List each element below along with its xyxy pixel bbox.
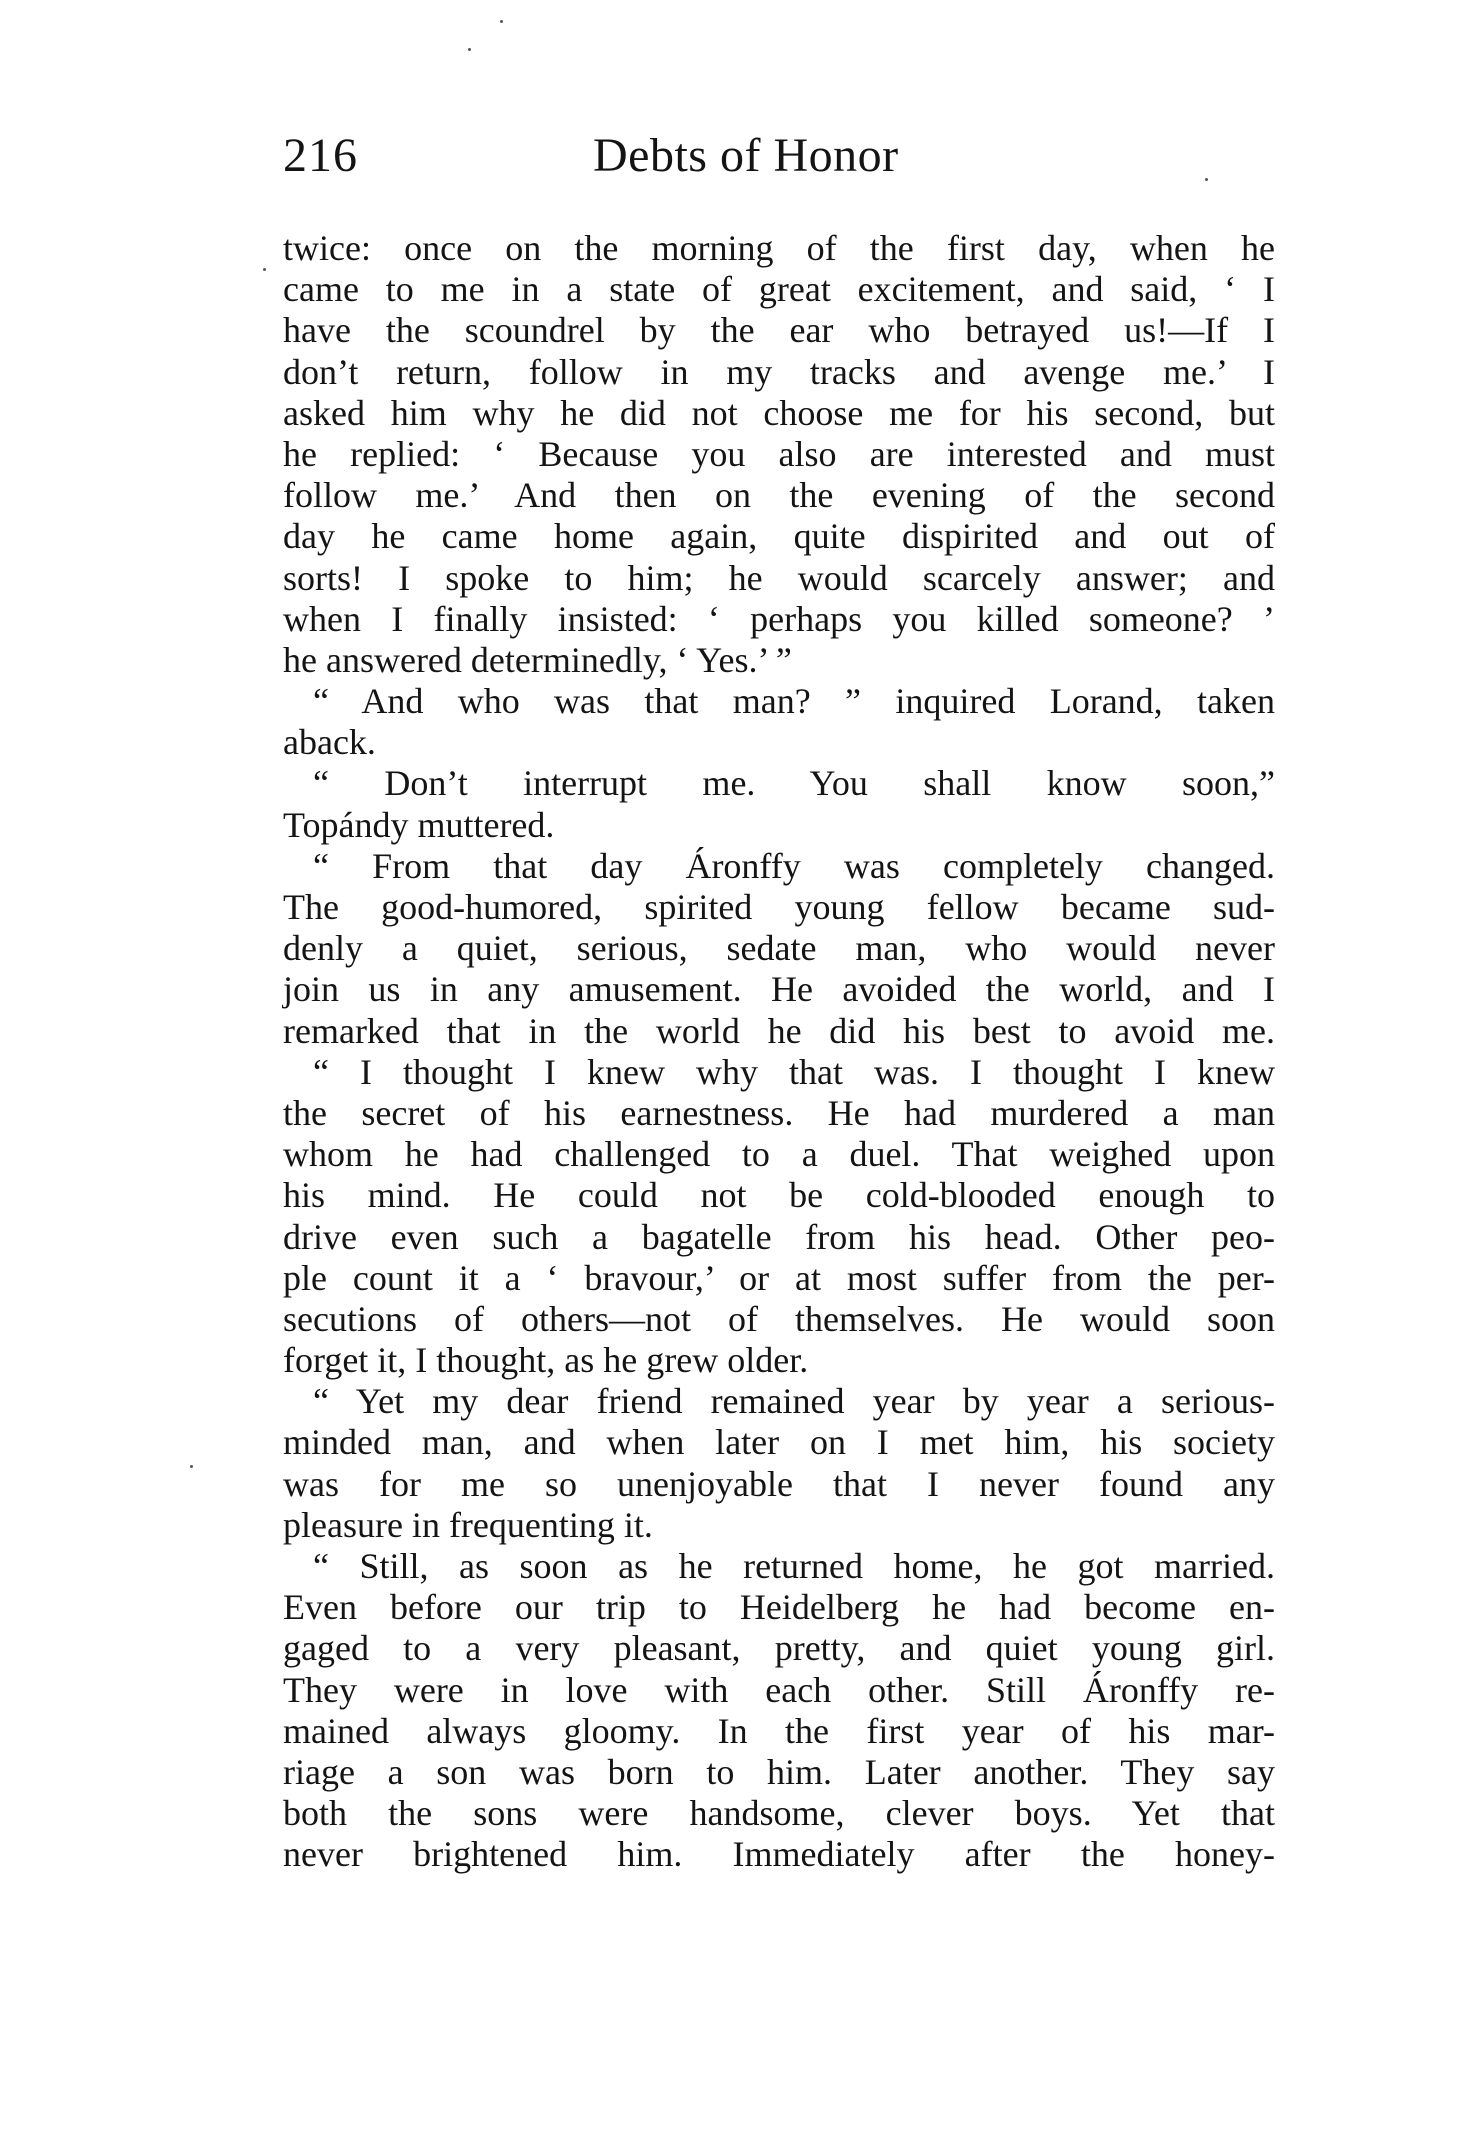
text-line: “ Yet my dear friend remained year by year a serious-	[313, 1381, 1275, 1422]
print-speck	[263, 268, 266, 271]
text-line: he replied: ‘ Because you also are interested and must	[283, 433, 1275, 474]
text-line: asked him why he did not choose me for his second, but	[283, 392, 1275, 433]
text-line: mained always gloomy. In the first year of his mar-	[283, 1710, 1275, 1751]
text-line: follow me.’ And then on the evening of the second	[283, 475, 1275, 516]
text-line: “ I thought I knew why that was. I thought I knew	[313, 1051, 1275, 1092]
running-title: Debts of Honor	[593, 129, 899, 182]
text-line: “ From that day Áronffy was completely changed.	[313, 845, 1275, 886]
text-line: join us in any amusement. He avoided the world, and I	[283, 969, 1275, 1010]
text-line: never brightened him. Immediately after the honey-	[283, 1834, 1275, 1875]
text-line: his mind. He could not be cold-blooded enough to	[283, 1175, 1275, 1216]
text-line: minded man, and when later on I met him, his society	[283, 1422, 1275, 1463]
text-line: don’t return, follow in my tracks and avenge me.’ I	[283, 351, 1275, 392]
text-line: “ Don’t interrupt me. You shall know soon,”	[313, 763, 1275, 804]
text-line: both the sons were handsome, clever boys. Yet that	[283, 1793, 1275, 1834]
text-line: gaged to a very pleasant, pretty, and quiet young girl.	[283, 1628, 1275, 1669]
text-line: pleasure in frequenting it.	[283, 1504, 653, 1545]
text-line: when I finally insisted: ‘ perhaps you killed someone? ’	[283, 598, 1275, 639]
text-line: the secret of his earnestness. He had murdered a man	[283, 1092, 1275, 1133]
text-line: sorts! I spoke to him; he would scarcely answer; and	[283, 557, 1275, 598]
text-line: The good-humored, spirited young fellow became sud-	[283, 887, 1275, 927]
print-speck	[190, 1465, 193, 1468]
text-line: came to me in a state of great excitement, and said, ‘ I	[283, 269, 1275, 310]
text-line: Topándy muttered.	[283, 804, 555, 845]
print-speck	[1205, 178, 1208, 181]
text-line: “ Still, as soon as he returned home, he got married.	[313, 1546, 1275, 1586]
text-line: forget it, I thought, as he grew older.	[283, 1340, 809, 1381]
text-line: ple count it a ‘ bravour,’ or at most suffer from the per-	[283, 1257, 1275, 1298]
body-text	[283, 228, 1275, 1876]
text-line: They were in love with each other. Still Áronffy re-	[283, 1669, 1275, 1710]
text-line: secutions of others—not of themselves. He would soon	[283, 1298, 1275, 1339]
print-speck	[468, 48, 471, 51]
page-number: 216	[283, 129, 358, 182]
text-line: denly a quiet, serious, sedate man, who would never	[283, 928, 1275, 969]
page-header	[283, 126, 1283, 186]
text-line: Even before our trip to Heidelberg he had become en-	[283, 1587, 1275, 1628]
text-line: drive even such a bagatelle from his head. Other peo-	[283, 1216, 1275, 1257]
text-line: day he came home again, quite dispirited and out of	[283, 516, 1275, 557]
text-line: whom he had challenged to a duel. That weighed upon	[283, 1134, 1275, 1175]
text-line: remarked that in the world he did his best to avoid me.	[283, 1010, 1275, 1051]
text-line: have the scoundrel by the ear who betrayed us!—If I	[283, 310, 1275, 351]
text-line: riage a son was born to him. Later another. They say	[283, 1751, 1275, 1792]
print-speck	[500, 20, 503, 23]
text-line: twice: once on the morning of the first day, when he	[283, 228, 1275, 268]
text-line: was for me so unenjoyable that I never found any	[283, 1463, 1275, 1504]
text-line: aback.	[283, 722, 376, 763]
text-line: he answered determinedly, ‘ Yes.’ ”	[283, 639, 792, 680]
text-line: “ And who was that man? ” inquired Lorand, taken	[313, 681, 1275, 722]
